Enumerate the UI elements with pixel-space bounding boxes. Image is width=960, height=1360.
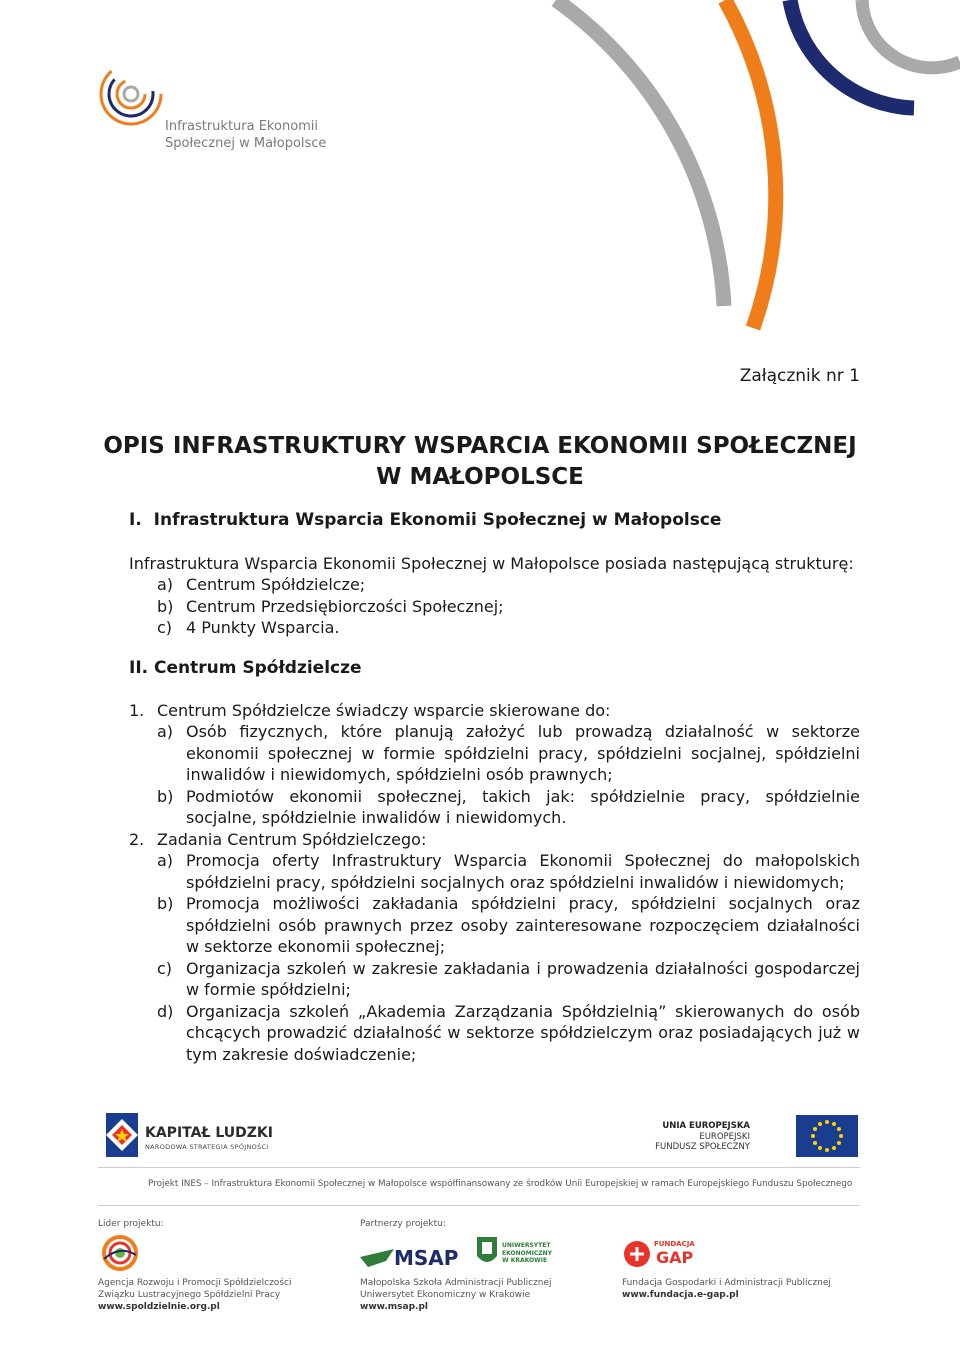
list-item: [129, 786, 860, 829]
decorative-arcs: [0, 0, 960, 340]
gap-logo-icon: [622, 1239, 652, 1269]
msap-logo-text: MSAP: [394, 1246, 459, 1270]
eu-line-3: FUNDUSZ SPOŁECZNY: [655, 1142, 750, 1152]
eu-line-2: EUROPEJSKI: [699, 1131, 750, 1142]
list-label: a): [157, 851, 174, 870]
list-text: Centrum Przedsiębiorczości Społecznej;: [186, 596, 504, 616]
msap-url[interactable]: www.msap.pl: [360, 1302, 428, 1312]
footer-divider-top: [98, 1167, 860, 1168]
msap-line-1: Małopolska Szkoła Administracji Publicznej: [360, 1278, 552, 1288]
list-text: Promocja możliwości zakładania spółdzielni pracy, spółdzielni socjalnych oraz spółdzielni osób prawnych przez osoby zainteresowane rozpoczęciem działalności w sektorze ekonomii społecznej;: [186, 894, 860, 956]
eu-line-1: UNIA EUROPEJSKA: [662, 1121, 750, 1131]
project-line: Projekt INES – Infrastruktura Ekonomii Społecznej w Małopolsce współfinansowany ze środków Unii Europejskiej w ramach Europejskiego Funduszu Społecznego: [148, 1179, 853, 1189]
document-title: [100, 431, 860, 493]
list-item: [129, 596, 860, 618]
msap-wing-icon: [360, 1247, 394, 1269]
list-label: b): [157, 786, 174, 806]
list-item: [129, 958, 860, 1001]
eu-text: [655, 1121, 750, 1153]
list-label: c): [157, 958, 173, 978]
list-label: b): [157, 894, 174, 913]
list-text: Podmiotów ekonomii społecznej, takich jak: spółdzielnie pracy, spółdzielnie socjalne, spółdzielnie inwalidów i niewidomych.: [186, 786, 860, 827]
item-text: Zadania Centrum Spółdzielczego:: [157, 829, 427, 849]
section-1-title: Infrastruktura Wsparcia Ekonomii Społecznej w Małopolsce: [153, 510, 722, 530]
list-label: a): [157, 722, 174, 741]
section-1-number: I.: [129, 510, 142, 530]
uek-crest-icon: [476, 1236, 498, 1268]
list-item: [129, 1001, 860, 1066]
list-label: a): [157, 575, 174, 594]
list-label: b): [157, 596, 174, 616]
leader-text: [98, 1277, 291, 1313]
list-item: [129, 721, 860, 786]
kapital-ludzki-title: KAPITAŁ LUDZKI: [145, 1125, 273, 1141]
list-item: [129, 617, 860, 639]
gap-url[interactable]: www.fundacja.e-gap.pl: [622, 1290, 739, 1300]
annex-label: Załącznik nr 1: [739, 366, 860, 386]
gap-logo-top: FUNDACJA: [654, 1240, 695, 1248]
list-item: [129, 893, 860, 958]
list-text: 4 Punkty Wsparcia.: [186, 618, 340, 637]
section-1-heading: [129, 510, 860, 532]
list-item: [129, 574, 860, 596]
section-1: [129, 510, 860, 639]
msap-text: [360, 1277, 551, 1313]
msap-line-2: Uniwersytet Ekonomiczny w Krakowie: [360, 1290, 531, 1300]
item-number: 2.: [129, 829, 145, 849]
section-2-heading: II. Centrum Spółdzielcze: [129, 658, 362, 678]
list-text: Centrum Spółdzielcze;: [186, 575, 366, 594]
list-text: Promocja oferty Infrastruktury Wsparcia Ekonomii Społecznej do małopolskich spółdzielni pracy, spółdzielni socjalnych oraz spółdzielni inwalidów i niewidomych;: [186, 851, 860, 892]
leader-line-2: Związku Lustracyjnego Spółdzielni Pracy: [98, 1290, 281, 1300]
section-2: [129, 658, 860, 1065]
gap-line: Fundacja Gospodarki i Administracji Publicznej: [622, 1278, 831, 1288]
numbered-item: [129, 829, 860, 851]
logo-line-2: Społecznej w Małopolsce: [165, 136, 327, 151]
footer: [98, 1105, 860, 1325]
logo-line-1: Infrastruktura Ekonomii: [165, 119, 319, 134]
list-item: [129, 850, 860, 893]
section-1-intro: Infrastruktura Wsparcia Ekonomii Społecznej w Małopolsce posiada następującą strukturę:: [129, 553, 854, 573]
leader-label: Lider projektu:: [98, 1219, 164, 1229]
uek-line-3: W KRAKOWIE: [502, 1257, 548, 1264]
item-number: 1.: [129, 700, 145, 720]
leader-url[interactable]: www.spoldzielnie.org.pl: [98, 1302, 220, 1312]
leader-line-1: Agencja Rozwoju i Promocji Spółdzielczości: [98, 1278, 292, 1288]
arips-logo-icon: [100, 1235, 140, 1271]
orange-arc: [725, 0, 776, 328]
eu-flag-icon: [796, 1115, 858, 1157]
gap-logo-text: GAP: [656, 1248, 694, 1267]
logo-text: [165, 118, 326, 152]
uek-line-1: UNIWERSYTET: [502, 1242, 551, 1249]
list-text: Osób fizycznych, które planują założyć lub prowadzą działalność w sektorze ekonomii społecznej w formie spółdzielni pracy, spółdzielni socjalnej, spółdzielni inwalidów i niewidomych, spółdzielni osób prawnych;: [186, 722, 860, 784]
partners-label: Partnerzy projektu:: [360, 1219, 446, 1229]
uek-logo-text: [502, 1242, 552, 1265]
list-label: c): [157, 618, 173, 637]
title-line-2: W MAŁOPOLSCE: [376, 464, 584, 490]
uek-line-2: EKONOMICZNY: [502, 1249, 553, 1257]
list-label: d): [157, 1001, 174, 1021]
list-text: Organizacja szkoleń „Akademia Zarządzania Spółdzielnią” skierowanych do osób chcących prowadzić działalność w sektorze spółdzielczym oraz posiadających już w tym zakresie doświadczenie;: [186, 1001, 860, 1064]
gray-small-arc: [862, 0, 960, 68]
kapital-ludzki-subtitle: NARODOWA STRATEGIA SPÓJNOŚCI: [145, 1143, 269, 1151]
title-line-1: OPIS INFRASTRUKTURY WSPARCIA EKONOMII SPOŁECZNEJ: [103, 433, 857, 459]
numbered-item: [129, 700, 860, 722]
list-text: Organizacja szkoleń w zakresie zakładania i prowadzenia działalności gospodarczej w formie spółdzielni;: [186, 958, 860, 999]
gray-outer-arc: [556, 0, 724, 306]
kapital-ludzki-icon: [104, 1109, 142, 1161]
gap-text: [622, 1277, 831, 1301]
ines-logo-icon: [96, 60, 166, 130]
item-text: Centrum Spółdzielcze świadczy wsparcie skierowane do:: [157, 700, 611, 720]
footer-divider-bottom: [98, 1205, 860, 1206]
